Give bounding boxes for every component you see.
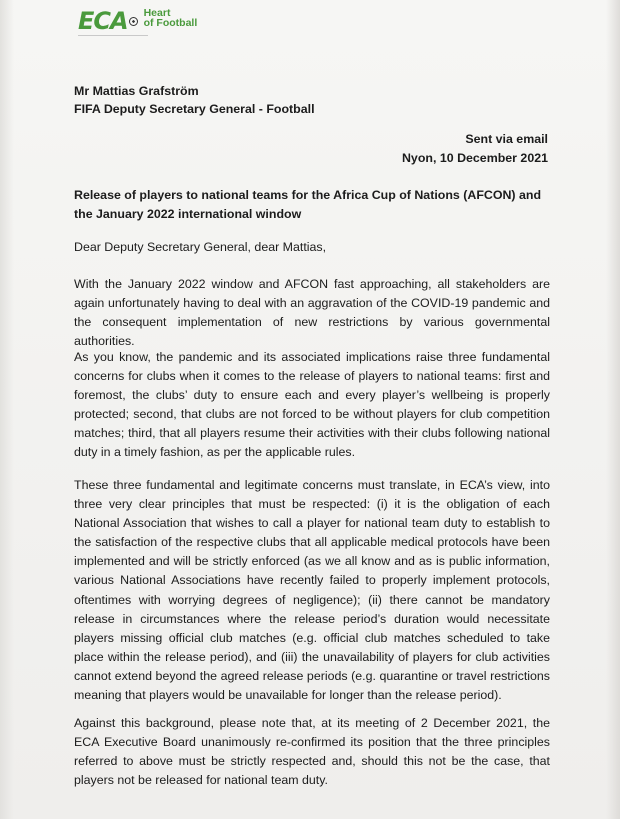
football-icon	[129, 17, 138, 26]
letter-subject: Release of players to national teams for the Africa Cup of Nations (AFCON) and the January 2022 international window	[74, 188, 542, 221]
logo-mark: ECA	[78, 7, 128, 35]
page-shadow-left	[0, 0, 14, 819]
logo-underline	[78, 35, 148, 38]
page-shadow-right	[606, 0, 620, 819]
sent-block	[402, 130, 548, 168]
addressee-name: Mr Mattias Grafström	[74, 84, 199, 98]
sent-place-date: Nyon, 10 December 2021	[401, 151, 548, 165]
body-paragraph-4: Against this background, please note that, at its meeting of 2 December 2021, the ECA Executive Board unanimously re-confirmed its position that the three principles referred to above must be strictly respected and, should this not be the case, that players not be released for national team duty.	[74, 716, 550, 788]
addressee-title: FIFA Deputy Secretary General - Football	[74, 102, 315, 116]
eca-logo	[78, 8, 197, 42]
logo-tagline-line-2: of Football	[143, 17, 198, 29]
body-paragraph-2: As you know, the pandemic and its associated implications raise three fundamental concerns for clubs when it comes to the release of players to national teams: first and foremost, the clubs’ duty to ensure each and every player’s wellbeing is properly protected; second, that clubs are not forced to be without players for club competition matches; third, that all players resume their activities with their clubs following national duty in a timely fashion, as per the applicable rules.	[74, 350, 550, 460]
addressee-block	[74, 82, 315, 118]
body-paragraph-1: With the January 2022 window and AFCON fast approaching, all stakeholders are again unfortunately having to deal with an aggravation of the COVID-19 pandemic and the consequent implementation of new restrictions by various governmental authorities.	[74, 277, 550, 349]
sent-via: Sent via email	[465, 132, 548, 146]
salutation: Dear Deputy Secretary General, dear Mattias,	[74, 240, 327, 254]
body-paragraph-3: These three fundamental and legitimate concerns must translate, in ECA’s view, into three very clear principles that must be respected: (i) it is the obligation of each National Association that wishes to call a player for national team duty to establish to the satisfaction of the respective clubs that all applicable medical protocols have been implemented and will be strictly enforced (as we all know and as is public information, various National Associations have recently failed to properly implement protocols, oftentimes with worrying degrees of negligence); (ii) there cannot be mandatory release in circumstances where the release period’s duration would necessitate players missing official club matches (e.g. official club matches scheduled to take place within the release period), and (iii) the unavailability of players for club activities cannot extend beyond the agreed release periods (e.g. quarantine or travel restrictions meaning that players would be unavailable for longer than the release period).	[74, 478, 550, 703]
logo-tagline	[144, 8, 198, 28]
logo-tagline-line-1: Heart	[143, 7, 171, 19]
